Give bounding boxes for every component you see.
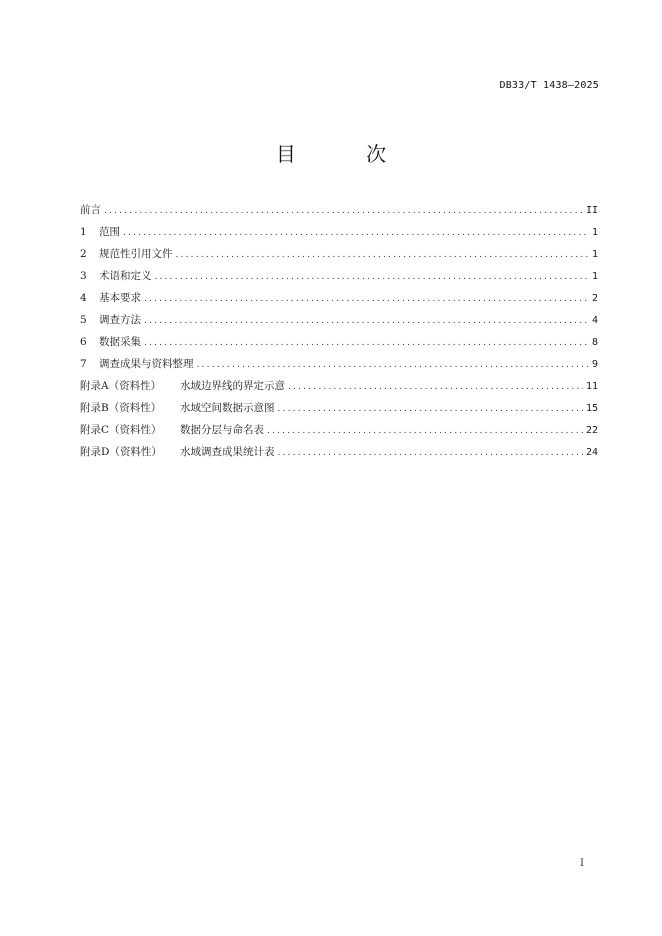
toc-entry-label xyxy=(80,331,141,353)
toc-entry-page: 4 xyxy=(591,315,598,326)
toc-entry-page: 22 xyxy=(585,425,598,436)
toc-entry-appendix-tag: 附录A（资料性） xyxy=(80,380,162,392)
toc-entry-title: 调查方法 xyxy=(99,314,141,326)
toc-leader-dots xyxy=(267,420,583,442)
toc-entry-title: 范围 xyxy=(99,226,120,238)
toc-entry-number: 1 xyxy=(80,226,87,238)
toc-entry-label xyxy=(80,287,141,309)
toc-leader-dots xyxy=(144,288,589,310)
toc-leader-dots xyxy=(176,244,589,266)
toc-entry-label xyxy=(80,441,275,463)
page-number: I xyxy=(580,858,584,869)
toc-entry-page: 11 xyxy=(585,381,598,392)
toc-entry-appendix-tag: 附录C（资料性） xyxy=(80,424,162,436)
toc-entry[interactable] xyxy=(80,309,598,331)
toc-entry-page: 2 xyxy=(591,293,598,304)
toc-entry-appendix-tag: 附录B（资料性） xyxy=(80,402,162,414)
toc-entry-title: 调查成果与资料整理 xyxy=(99,358,194,370)
toc-entry-title: 数据分层与命名表 xyxy=(180,424,264,436)
toc-entry-label xyxy=(80,419,264,441)
toc-leader-dots xyxy=(278,442,583,464)
toc-entry[interactable] xyxy=(80,375,598,397)
toc-entry-label xyxy=(80,397,275,419)
toc-entry-page: 1 xyxy=(591,271,598,282)
toc-entry[interactable] xyxy=(80,441,598,463)
toc-entry[interactable] xyxy=(80,243,598,265)
toc-entry-page: 1 xyxy=(591,227,598,238)
toc-leader-dots xyxy=(144,310,589,332)
toc-entry-title: 水域调查成果统计表 xyxy=(180,446,275,458)
toc-entry-label xyxy=(80,353,194,375)
toc-leader-dots xyxy=(123,222,589,244)
toc-entry[interactable] xyxy=(80,331,598,353)
toc-entry-label xyxy=(80,243,173,265)
toc-entry-number: 4 xyxy=(80,292,87,304)
toc-entry-appendix-tag: 附录D（资料性） xyxy=(80,446,162,458)
toc-leader-dots xyxy=(278,398,583,420)
toc-entry-title: 前言 xyxy=(80,204,101,216)
toc-entry-label xyxy=(80,309,141,331)
toc-entry[interactable] xyxy=(80,199,598,221)
toc-entry-page: 15 xyxy=(585,403,598,414)
toc-entry-label xyxy=(80,221,120,243)
toc-entry-page: II xyxy=(585,205,598,216)
document-code: DB33/T 1438—2025 xyxy=(499,80,599,91)
toc-entry-title: 水域边界线的界定示意 xyxy=(180,380,285,392)
toc-entry-number: 5 xyxy=(80,314,87,326)
toc-entry-title: 数据采集 xyxy=(99,336,141,348)
toc-leader-dots xyxy=(155,266,589,288)
toc-leader-dots xyxy=(197,354,589,376)
toc-entry[interactable] xyxy=(80,221,598,243)
toc-entry[interactable] xyxy=(80,265,598,287)
toc-entry[interactable] xyxy=(80,419,598,441)
toc-title: 目 次 xyxy=(275,142,419,166)
toc-list xyxy=(80,199,598,463)
toc-entry-title: 术语和定义 xyxy=(99,270,152,282)
toc-entry[interactable] xyxy=(80,397,598,419)
toc-leader-dots xyxy=(288,376,583,398)
toc-leader-dots xyxy=(144,332,589,354)
toc-leader-dots xyxy=(104,200,583,222)
toc-entry-number: 3 xyxy=(80,270,87,282)
toc-entry-number: 6 xyxy=(80,336,87,348)
toc-entry-title: 水域空间数据示意图 xyxy=(180,402,275,414)
toc-entry[interactable] xyxy=(80,287,598,309)
toc-entry-label xyxy=(80,375,285,397)
toc-entry-title: 基本要求 xyxy=(99,292,141,304)
toc-entry-label xyxy=(80,265,152,287)
toc-entry-page: 9 xyxy=(591,359,598,370)
toc-entry[interactable] xyxy=(80,353,598,375)
toc-entry-number: 7 xyxy=(80,358,87,370)
toc-entry-label xyxy=(80,199,101,221)
toc-entry-page: 24 xyxy=(585,447,598,458)
toc-entry-number: 2 xyxy=(80,248,87,260)
toc-entry-page: 8 xyxy=(591,337,598,348)
toc-entry-page: 1 xyxy=(591,249,598,260)
toc-entry-title: 规范性引用文件 xyxy=(99,248,173,260)
